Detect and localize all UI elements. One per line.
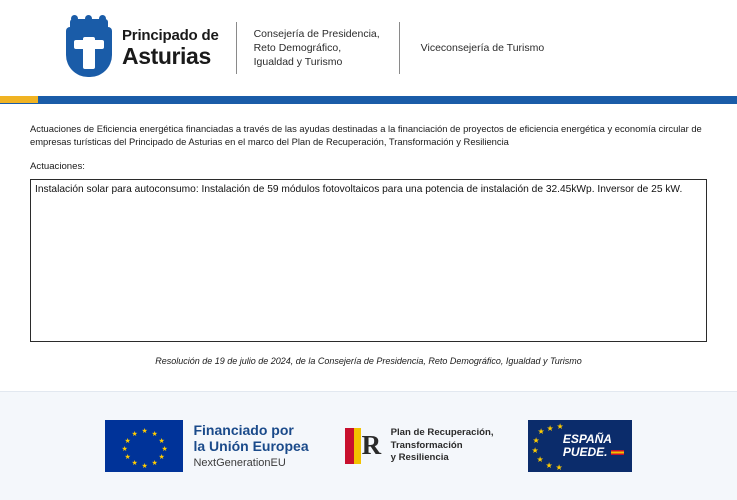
page-footer xyxy=(0,391,737,500)
plan-recuperacion-r-icon: R xyxy=(343,426,383,466)
espana-line-2: PUEDE. xyxy=(562,445,608,459)
eu-line-1: Financiado por xyxy=(193,421,294,438)
european-union-flag-icon: ★ ★ ★ ★ ★ ★ ★ ★ ★ ★ ★ ★ xyxy=(105,420,183,472)
color-bar-yellow xyxy=(0,96,38,103)
eu-line-2: la Unión Europea xyxy=(193,437,309,454)
department-line-2: Reto Demográfico, xyxy=(253,41,342,54)
resolucion-caption: Resolución de 19 de julio de 2024, de la Consejería de Presidencia, Reto Demográfico, Igualdad y Turismo xyxy=(155,355,582,366)
brand-text xyxy=(122,28,219,69)
eu-line-3: NextGenerationEU xyxy=(193,457,286,470)
department-name xyxy=(254,27,380,70)
prtr-logo-block xyxy=(343,426,494,466)
spain-flag-icon xyxy=(611,450,624,455)
prtr-text xyxy=(391,427,494,466)
actuaciones-textarea[interactable]: Instalación solar para autoconsumo: Instalación de 59 módulos fotovoltaicos para una potencia de instalación de 32.45kWp. Inversor de 25 kW. xyxy=(30,179,707,342)
subdepartment-name: Viceconsejería de Turismo xyxy=(420,42,545,54)
espana-line-2-wrap xyxy=(563,446,624,459)
header-color-bar xyxy=(0,96,737,103)
espana-puede-logo: ★ ★ ★ ★ ★ ★ ★ ★ ESPAÑA PUEDE. xyxy=(528,420,632,472)
asturias-cross-shield-icon xyxy=(66,19,112,77)
intro-paragraph: Actuaciones de Eficiencia energética financiadas a través de las ayudas destinadas a la financiación de proyectos de eficiencia energética y economía circular de empresas turísticas del Principado de Asturias en el marco del Plan de Recuperación, Transformación y Resiliencia xyxy=(30,123,702,148)
brand-lockup xyxy=(66,19,219,77)
department-line-3: Igualdad y Turismo xyxy=(253,56,343,69)
actuaciones-label: Actuaciones: xyxy=(30,160,85,172)
header-divider-2 xyxy=(399,22,400,74)
prtr-line-1: Plan de Recuperación, xyxy=(390,426,494,438)
brand-line2: Asturias xyxy=(122,43,211,70)
brand-line1: Principado de xyxy=(122,26,219,44)
prtr-line-2: Transformación xyxy=(390,439,463,451)
eu-funding-text xyxy=(193,423,308,469)
page-header xyxy=(0,0,737,96)
eu-funding-logo xyxy=(105,420,308,472)
header-divider-1 xyxy=(236,22,237,74)
document-body xyxy=(0,104,737,366)
prtr-line-3: y Resiliencia xyxy=(390,452,449,464)
department-line-1: Consejería de Presidencia, xyxy=(253,27,380,40)
espana-puede-text xyxy=(563,433,624,460)
color-bar-blue xyxy=(38,96,737,103)
espana-line-1: ESPAÑA xyxy=(562,431,612,446)
